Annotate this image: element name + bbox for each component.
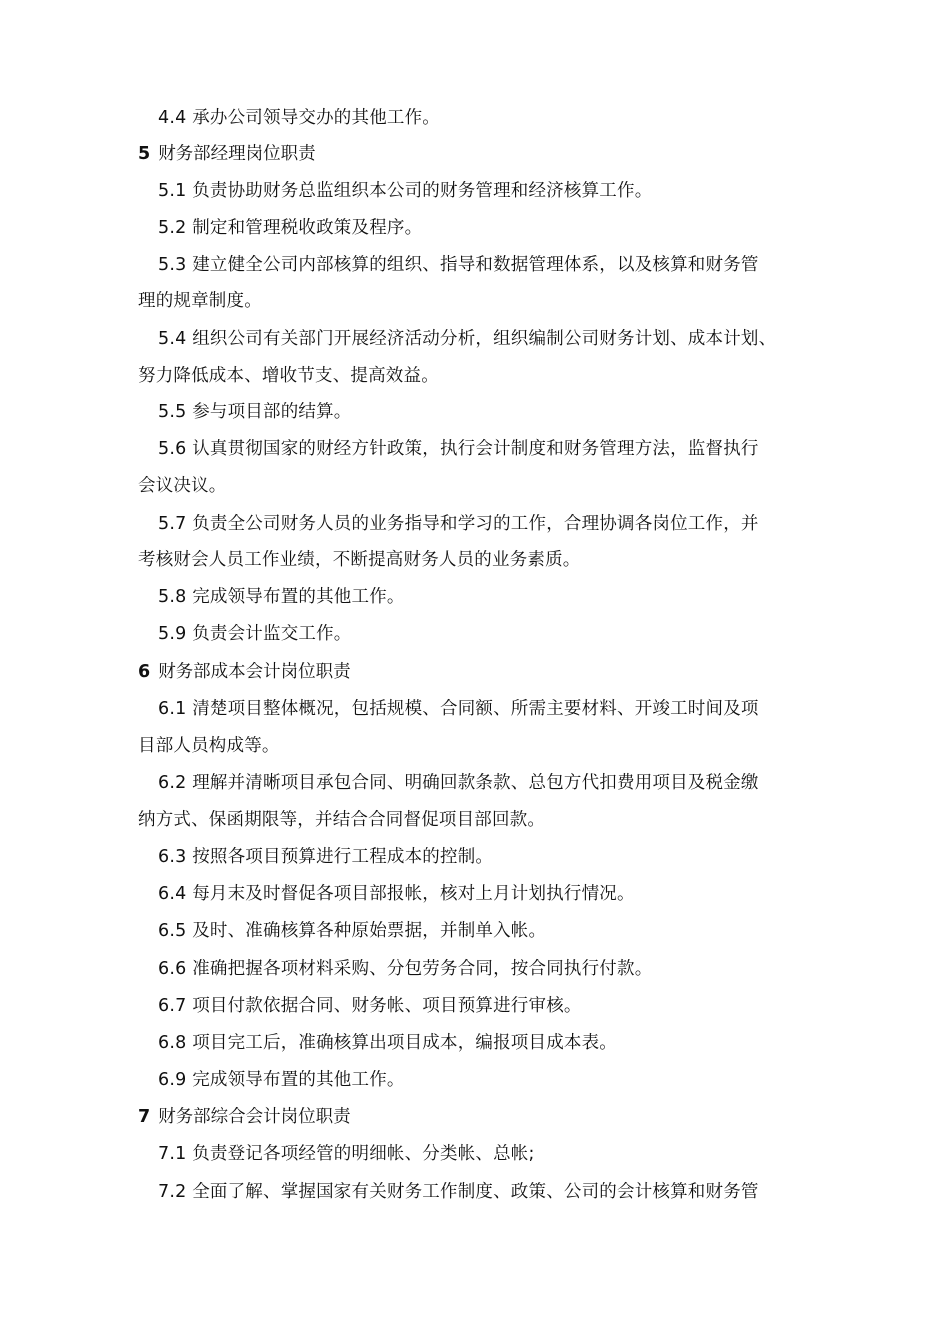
paragraph-5-6: 5.6 认真贯彻国家的财经方针政策，执行会计制度和财务管理方法，监督执行 [158,439,759,459]
paragraph-6-2-cont: 纳方式、保函期限等，并结合合同督促项目部回款。 [138,810,546,830]
paragraph-6-2: 6.2 理解并清晰项目承包合同、明确回款条款、总包方代扣费用项目及税金缴 [158,773,759,793]
paragraph-5-7: 5.7 负责全公司财务人员的业务指导和学习的工作，合理协调各岗位工作，并 [158,514,759,534]
paragraph-6-8: 6.8 项目完工后，准确核算出项目成本，编报项目成本表。 [158,1033,617,1053]
paragraph-5-1: 5.1 负责协助财务总监组织本公司的财务管理和经济核算工作。 [158,181,653,201]
section-title: 财务部经理岗位职责 [158,144,316,164]
paragraph-6-1: 6.1 清楚项目整体概况，包括规模、合同额、所需主要材料、开竣工时间及项 [158,699,759,719]
paragraph-5-6-cont: 会议决议。 [138,476,227,496]
paragraph-5-7-cont: 考核财会人员工作业绩，不断提高财务人员的业务素质。 [138,550,581,570]
section-heading-5 [138,142,316,166]
paragraph-7-1: 7.1 负责登记各项经管的明细帐、分类帐、总帐; [158,1144,535,1164]
paragraph-6-5: 6.5 及时、准确核算各种原始票据，并制单入帐。 [158,921,547,941]
paragraph-6-9: 6.9 完成领导布置的其他工作。 [158,1070,405,1090]
paragraph-6-4: 6.4 每月末及时督促各项目部报帐，核对上月计划执行情况。 [158,884,635,904]
section-number: 5 [138,144,151,164]
section-title: 财务部成本会计岗位职责 [158,662,351,682]
paragraph-4-4: 4.4 承办公司领导交办的其他工作。 [158,108,440,128]
section-title: 财务部综合会计岗位职责 [158,1107,351,1127]
paragraph-7-2: 7.2 全面了解、掌握国家有关财务工作制度、政策、公司的会计核算和财务管 [158,1182,759,1202]
paragraph-6-6: 6.6 准确把握各项材料采购、分包劳务合同，按合同执行付款。 [158,959,653,979]
paragraph-5-4: 5.4 组织公司有关部门开展经济活动分析，组织编制公司财务计划、成本计划、 [158,329,777,349]
paragraph-5-3-cont: 理的规章制度。 [138,291,262,311]
paragraph-5-3: 5.3 建立健全公司内部核算的组织、指导和数据管理体系，以及核算和财务管 [158,255,759,275]
section-number: 7 [138,1107,151,1127]
paragraph-6-3: 6.3 按照各项目预算进行工程成本的控制。 [158,847,494,867]
paragraph-5-5: 5.5 参与项目部的结算。 [158,402,352,422]
paragraph-5-9: 5.9 负责会计监交工作。 [158,624,352,644]
section-heading-6 [138,660,351,684]
paragraph-6-7: 6.7 项目付款依据合同、财务帐、项目预算进行审核。 [158,996,582,1016]
paragraph-5-8: 5.8 完成领导布置的其他工作。 [158,587,405,607]
paragraph-6-1-cont: 目部人员构成等。 [138,736,280,756]
paragraph-5-2: 5.2 制定和管理税收政策及程序。 [158,218,423,238]
section-heading-7 [138,1105,351,1129]
paragraph-5-4-cont: 努力降低成本、增收节支、提高效益。 [138,366,439,386]
section-number: 6 [138,662,151,682]
